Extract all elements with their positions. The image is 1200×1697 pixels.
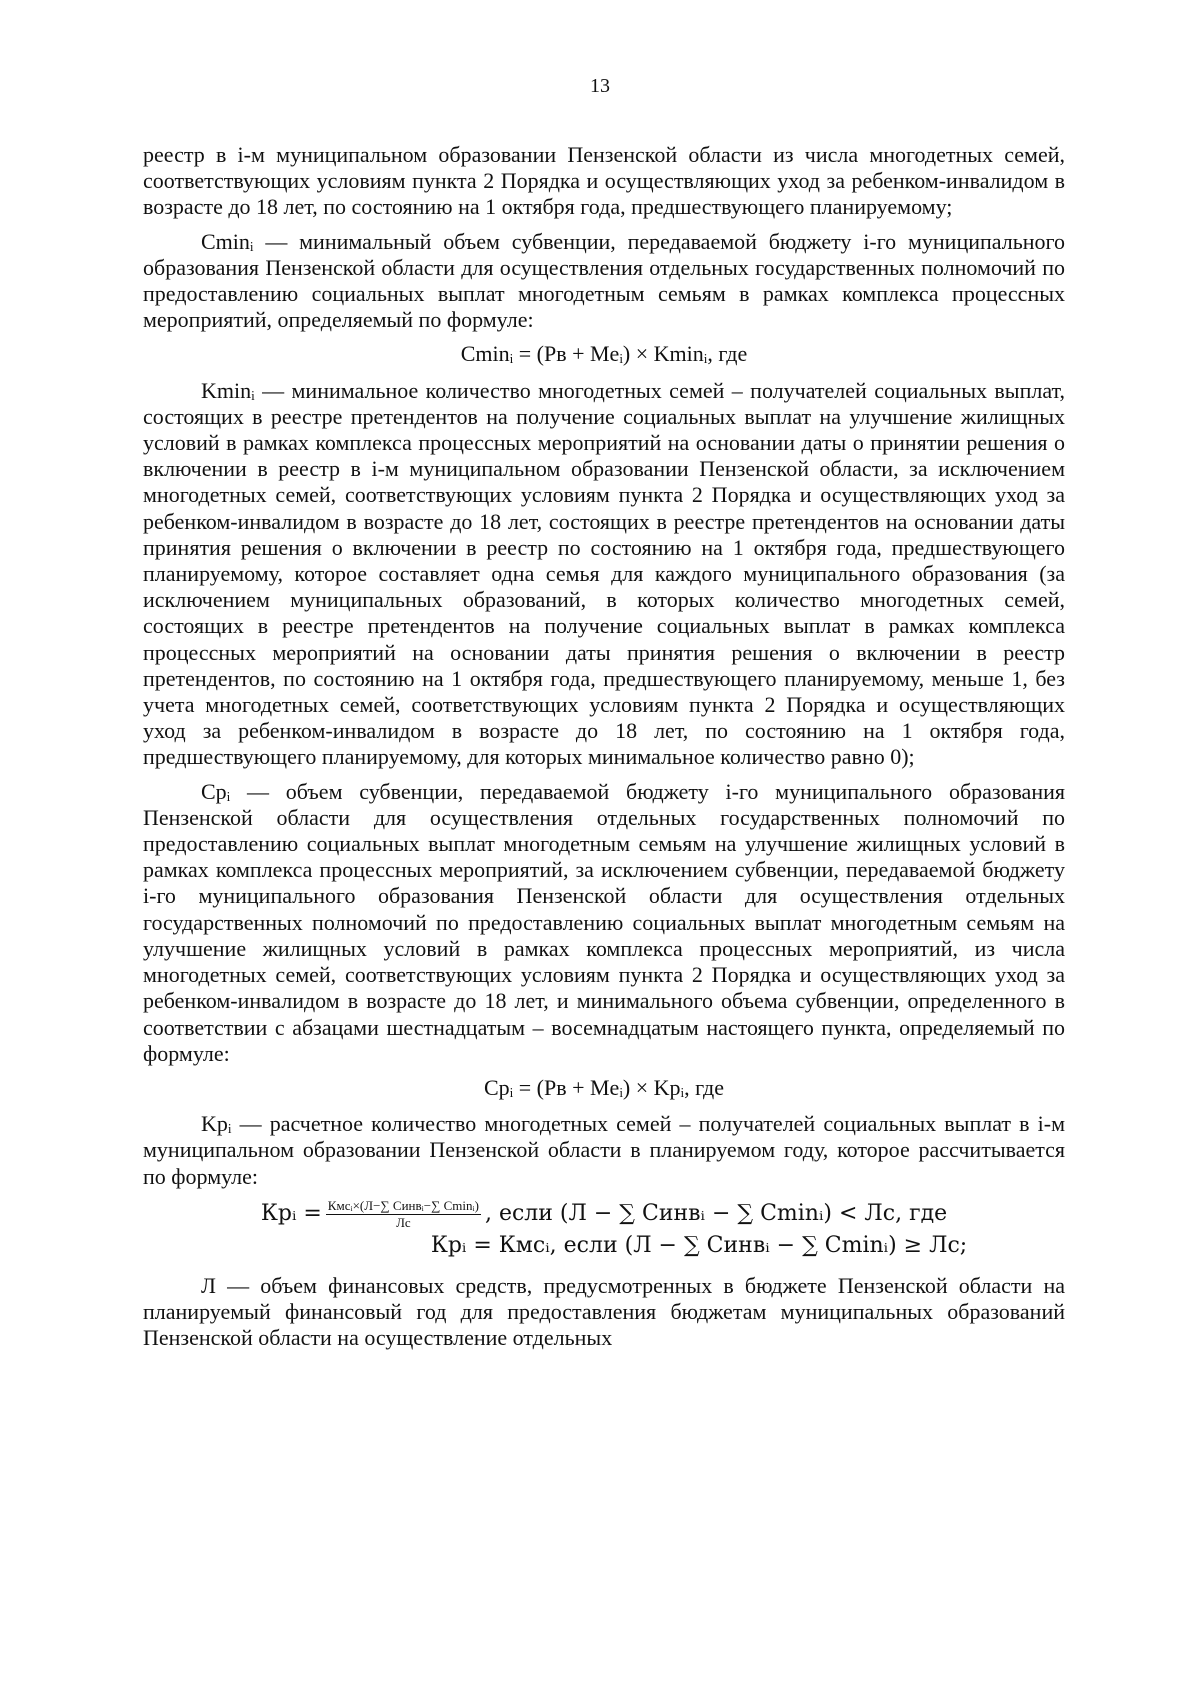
- page-number: 13: [590, 75, 610, 97]
- paragraph-l-definition: Л — объем финансовых средств, предусмотренных в бюджете Пензенской области на планируемый финансовый год для предоставления бюджетам муниципальных образований Пензенской области на осуществление отдельных: [143, 1272, 1065, 1351]
- formula-cmin: Cminᵢ = (Pв + Meᵢ) × Kminᵢ, где: [460, 341, 748, 367]
- paragraph-1: реестр в i-м муниципальном образовании Пензенской области из числа многодетных семей, соответствующих условиям пункта 2 Порядка и осуществляющих уход за ребенком-инвалидом в возрасте до 18 лет, по состоянию на 1 октября года, предшествующего планируемому;: [143, 142, 1065, 220]
- formula-kp-block: [143, 1198, 1065, 1261]
- formula-kp-condition: , если (Л − ∑ Синвᵢ − ∑ Cminᵢ) < Лс, где: [484, 1201, 948, 1227]
- formula-kp-fraction: [326, 1198, 481, 1231]
- formula-kp-lhs: Крᵢ =: [260, 1201, 322, 1227]
- formula-cp: Cpᵢ = (Pв + Meᵢ) × Kpᵢ, где: [483, 1074, 725, 1100]
- formula-kp-fraction-row: [143, 1198, 1065, 1231]
- paragraph-cp-definition: Cpᵢ — объем субвенции, передаваемой бюджету i-го муниципального образования Пензенской области для осуществления отдельных государственных полномочий по предоставлению социальных выплат многодетным семьям на улучшение жилищных условий в рамках комплекса процессных мероприятий, за исключением субвенции, передаваемой бюджету i-го муниципального образования Пензенской области для осуществления отдельных государственных полномочий по предоставлению социальных выплат многодетным семьям на улучшение жилищных условий в рамках комплекса процессных мероприятий, из числа многодетных семей, соответствующих условиям пункта 2 Порядка и осуществляющих уход за ребенком-инвалидом в возрасте до 18 лет, и минимального объема субвенции, определенного в соответствии с абзацами шестнадцатым – восемнадцатым настоящего пункта, определяемый по формуле:: [143, 778, 1065, 1066]
- body-text: [143, 142, 1065, 1359]
- paragraph-cmin-definition: Cminᵢ — минимальный объем субвенции, передаваемой бюджету i-го муниципального образования Пензенской области для осуществления отдельных государственных полномочий по предоставлению социальных выплат многодетным семьям в рамках комплекса процессных мероприятий, определяемый по формуле:: [143, 228, 1065, 333]
- formula-kp-numerator: Кмсᵢ×(Л−∑ Синвᵢ−∑ Cminᵢ): [327, 1197, 479, 1213]
- formula-kp-alt-row: [333, 1231, 1065, 1261]
- formula-kp-alt: Крᵢ = Кмсᵢ, если (Л − ∑ Синвᵢ − ∑ Cminᵢ) ≥ Лс;: [430, 1232, 968, 1258]
- paragraph-kp-definition: Kpᵢ — расчетное количество многодетных семей – получателей социальных выплат в i-м муниципальном образовании Пензенской области в планируемом году, которое рассчитывается по формуле:: [143, 1111, 1065, 1189]
- paragraph-kmin-definition: Kminᵢ — минимальное количество многодетных семей – получателей социальных выплат, состоящих в реестре претендентов на получение социальных выплат на улучшение жилищных условий в рамках комплекса процессных мероприятий на основании даты о принятии решения о включении в реестр в i-м муниципальном образовании Пензенской области, за исключением многодетных семей, соответствующих условиям пункта 2 Порядка и осуществляющих уход за ребенком-инвалидом в возрасте до 18 лет, состоящих в реестре претендентов на основании даты принятия решения о включении в реестр по состоянию на 1 октября года, предшествующего планируемому, которое составляет одна семья для каждого муниципального образования (за исключением муниципальных образований, в которых количество многодетных семей, состоящих в реестре претендентов на получение социальных выплат в рамках комплекса процессных мероприятий на основании даты принятия решения о включении в реестр претендентов, по состоянию на 1 октября года, предшествующего планируемому, меньше 1, без учета многодетных семей, соответствующих условиям пункта 2 Порядка и осуществляющих уход за ребенком-инвалидом в возрасте до 18 лет, по состоянию на 1 октября года, предшествующего планируемому, для которых минимальное количество равно 0);: [143, 377, 1065, 770]
- formula-kp-denominator: Лс: [396, 1214, 411, 1230]
